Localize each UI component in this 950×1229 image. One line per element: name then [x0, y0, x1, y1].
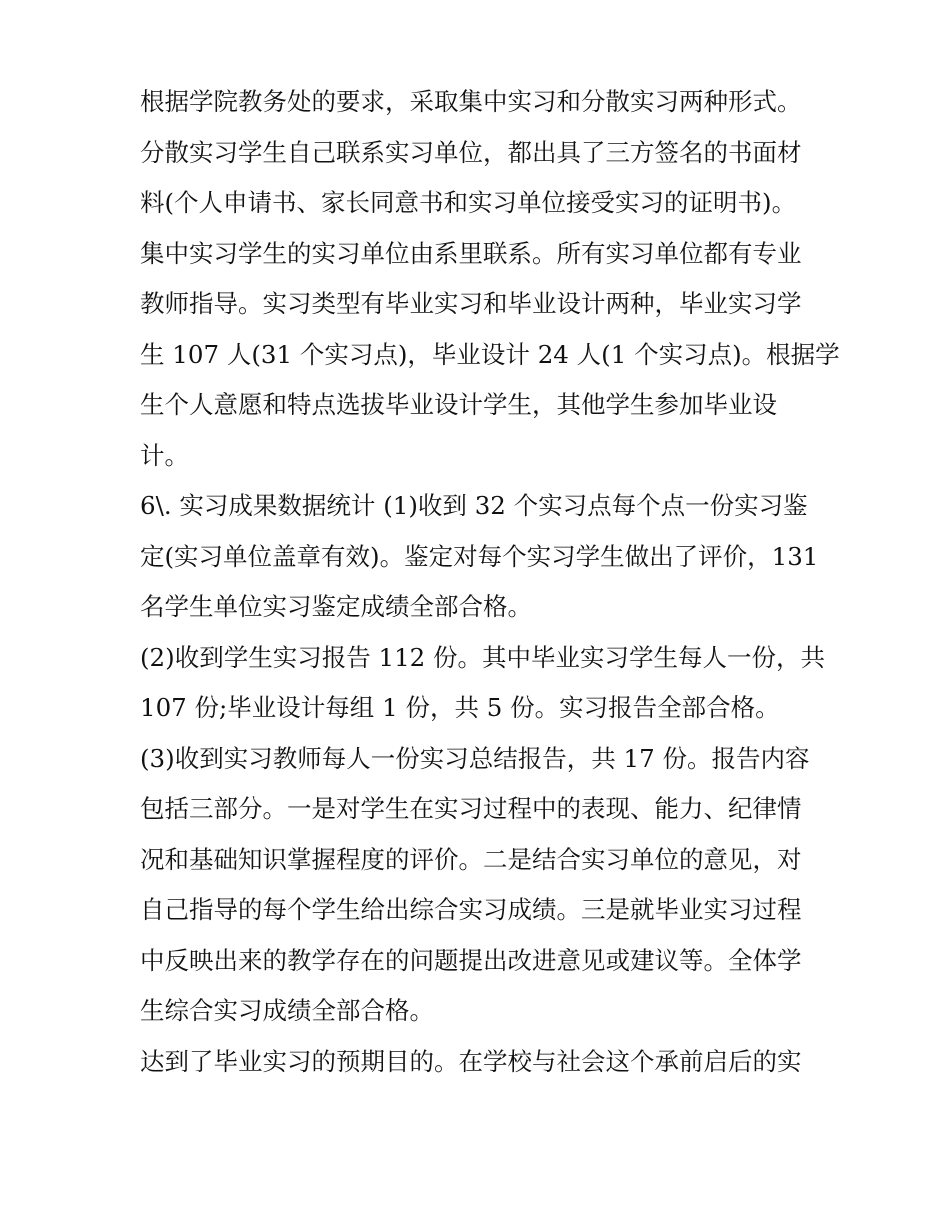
text-line: 中反映出来的教学存在的问题提出改进意见或建议等。全体学	[140, 945, 802, 975]
text-line: 名学生单位实习鉴定成绩全部合格。	[140, 592, 532, 621]
text-line: 分散实习学生自己联系实习单位，都出具了三方签名的书面材	[140, 137, 802, 167]
text-line: (2)收到学生实习报告 112 份。其中毕业实习学生每人一份，共	[140, 642, 826, 672]
text-line: 生 107 人(31 个实习点)，毕业设计 24 人(1 个实习点)。根据学	[140, 339, 840, 369]
text-line: 自己指导的每个学生给出综合实习成绩。三是就毕业实习过程	[140, 895, 802, 924]
text-line: 料(个人申请书、家长同意书和实习单位接受实习的证明书)。	[140, 188, 797, 217]
text-line: 计。	[140, 440, 189, 470]
text-line: (3)收到实习教师每人一份实习总结报告，共 17 份。报告内容	[140, 743, 810, 773]
text-line: 集中实习学生的实习单位由系里联系。所有实习单位都有专业	[140, 238, 802, 268]
text-line: 生个人意愿和特点选拔毕业设计学生，其他学生参加毕业设	[140, 390, 777, 419]
text-line: 生综合实习成绩全部合格。	[140, 996, 434, 1025]
text-line: 定(实习单位盖章有效)。鉴定对每个实习学生做出了评价，131	[140, 541, 819, 571]
text-line: 况和基础知识掌握程度的评价。二是结合实习单位的意见，对	[140, 844, 802, 874]
text-line: 包括三部分。一是对学生在实习过程中的表现、能力、纪律情	[140, 794, 802, 823]
text-line: 根据学院教务处的要求，采取集中实习和分散实习两种形式。	[140, 87, 802, 116]
text-line: 教师指导。实习类型有毕业实习和毕业设计两种，毕业实习学	[140, 289, 802, 318]
text-line: 6\. 实习成果数据统计 (1)收到 32 个实习点每个点一份实习鉴	[140, 491, 808, 520]
text-line: 达到了毕业实习的预期目的。在学校与社会这个承前启后的实	[140, 1046, 802, 1076]
text-line: 107 份;毕业设计每组 1 份，共 5 份。实习报告全部合格。	[140, 693, 780, 722]
document-body	[140, 77, 840, 1087]
